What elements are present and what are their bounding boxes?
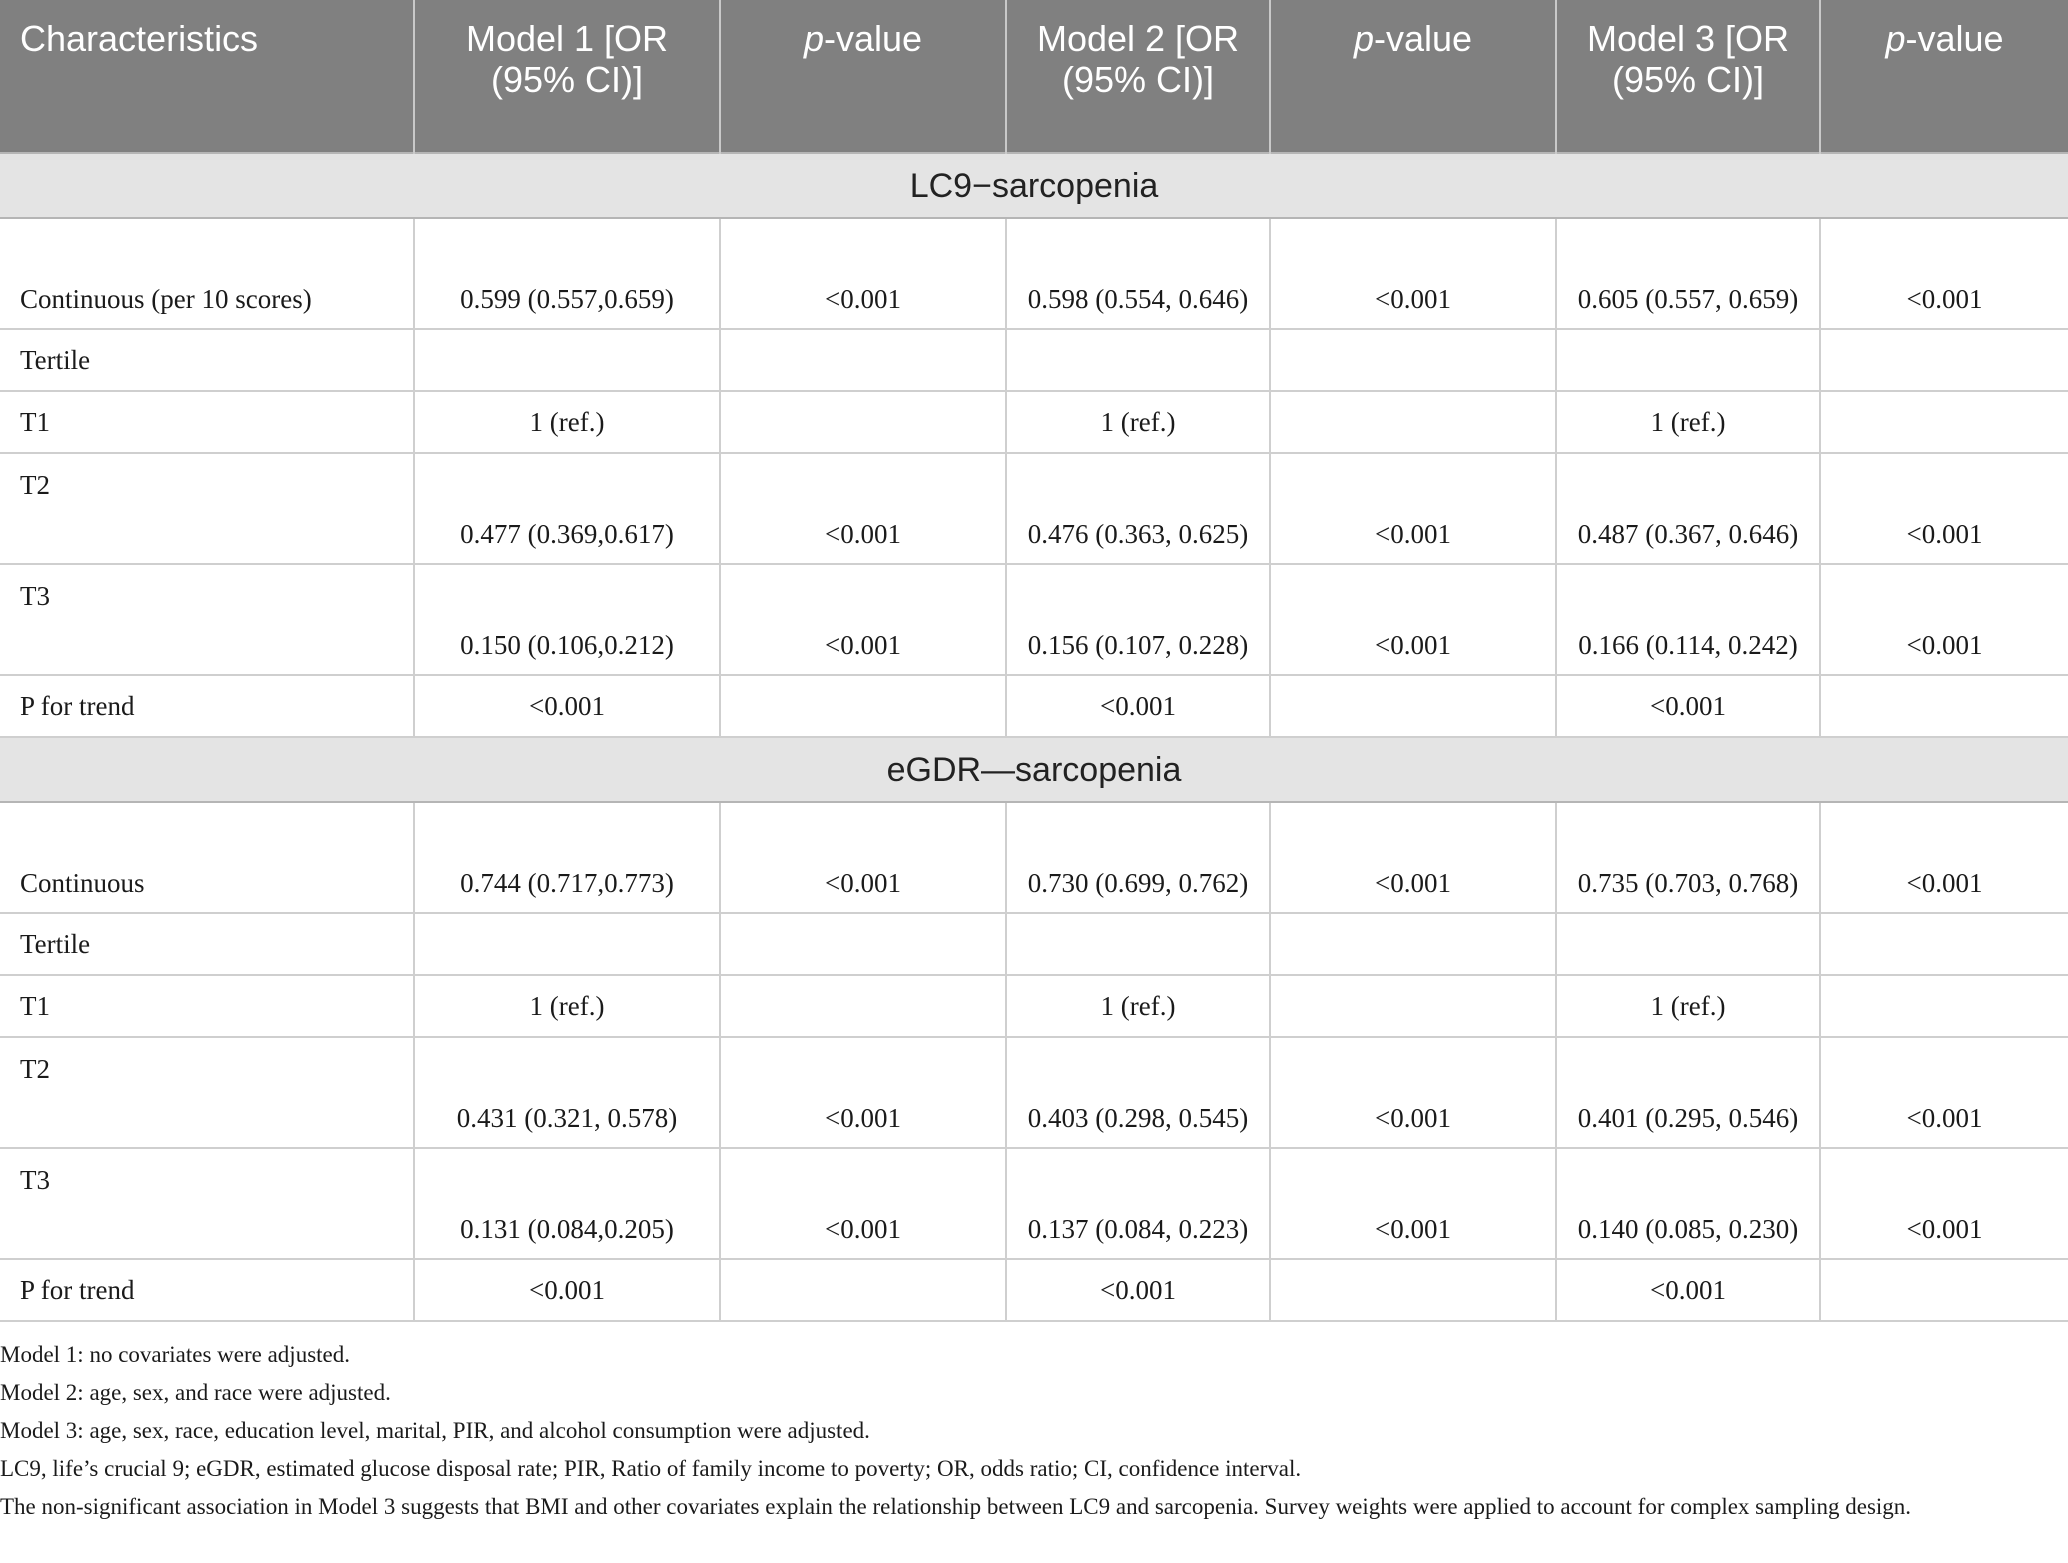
- table-row: [0, 453, 2068, 564]
- cell-m1: 0.744 (0.717,0.773): [414, 802, 720, 913]
- cell-m1: 1 (ref.): [414, 975, 720, 1037]
- cell-m3: 1 (ref.): [1556, 391, 1820, 453]
- cell-m1: 0.131 (0.084,0.205): [414, 1148, 720, 1259]
- table-body: [0, 153, 2068, 1321]
- cell-m2: 0.730 (0.699, 0.762): [1006, 802, 1270, 913]
- row-label: T2: [0, 1037, 414, 1148]
- row-label: Continuous: [0, 802, 414, 913]
- cell-p2: <0.001: [1270, 1148, 1556, 1259]
- cell-p3: <0.001: [1820, 564, 2068, 675]
- cell-p1: [720, 329, 1006, 391]
- footnote: Model 3: age, sex, race, education level, marital, PIR, and alcohol consumption were adjusted.: [0, 1418, 870, 1443]
- cell-m3: 0.401 (0.295, 0.546): [1556, 1037, 1820, 1148]
- footnote: Model 1: no covariates were adjusted.: [0, 1342, 350, 1367]
- cell-m3: 0.605 (0.557, 0.659): [1556, 218, 1820, 329]
- cell-p3: [1820, 913, 2068, 975]
- table-footnotes: [0, 1336, 2050, 1526]
- row-label: Tertile: [0, 329, 414, 391]
- cell-m3: [1556, 913, 1820, 975]
- header-row: [0, 0, 2068, 153]
- p-rest: -value: [1905, 18, 2004, 59]
- cell-p2: [1270, 1259, 1556, 1321]
- p-italic: p: [1885, 18, 1906, 59]
- table-row: [0, 913, 2068, 975]
- cell-p2: <0.001: [1270, 802, 1556, 913]
- cell-p3: [1820, 1259, 2068, 1321]
- cell-p3: <0.001: [1820, 1148, 2068, 1259]
- footnote: Model 2: age, sex, and race were adjusted.: [0, 1380, 391, 1405]
- table-row: [0, 391, 2068, 453]
- cell-m2: 0.156 (0.107, 0.228): [1006, 564, 1270, 675]
- cell-p1: <0.001: [720, 1148, 1006, 1259]
- cell-p1: [720, 975, 1006, 1037]
- cell-p1: <0.001: [720, 453, 1006, 564]
- header-p-value-3: [1820, 0, 2068, 153]
- row-label: T2: [0, 453, 414, 564]
- cell-m2: <0.001: [1006, 1259, 1270, 1321]
- cell-m2: 0.476 (0.363, 0.625): [1006, 453, 1270, 564]
- cell-m1: <0.001: [414, 675, 720, 737]
- p-rest: -value: [823, 18, 923, 59]
- cell-p3: [1820, 329, 2068, 391]
- cell-p2: <0.001: [1270, 218, 1556, 329]
- table-row: [0, 802, 2068, 913]
- cell-p3: <0.001: [1820, 802, 2068, 913]
- cell-m2: <0.001: [1006, 675, 1270, 737]
- header-characteristics: Characteristics: [0, 0, 414, 153]
- cell-p3: [1820, 391, 2068, 453]
- footnote: LC9, life’s crucial 9; eGDR, estimated glucose disposal rate; PIR, Ratio of family income to poverty; OR, odds ratio; CI, confidence interval.: [0, 1456, 1302, 1481]
- cell-p1: <0.001: [720, 218, 1006, 329]
- table-row: [0, 218, 2068, 329]
- cell-m3: 1 (ref.): [1556, 975, 1820, 1037]
- cell-m3: 0.166 (0.114, 0.242): [1556, 564, 1820, 675]
- row-label: T1: [0, 975, 414, 1037]
- row-label: Continuous (per 10 scores): [0, 218, 414, 329]
- cell-p2: <0.001: [1270, 564, 1556, 675]
- section-title: LC9−sarcopenia: [0, 153, 2068, 218]
- cell-m1: [414, 913, 720, 975]
- cell-m1: 0.431 (0.321, 0.578): [414, 1037, 720, 1148]
- cell-p2: [1270, 391, 1556, 453]
- cell-m2: 0.403 (0.298, 0.545): [1006, 1037, 1270, 1148]
- row-label: T3: [0, 564, 414, 675]
- cell-p2: [1270, 975, 1556, 1037]
- header-p-value-2: [1270, 0, 1556, 153]
- cell-m2: [1006, 913, 1270, 975]
- table-row: [0, 975, 2068, 1037]
- cell-p3: <0.001: [1820, 1037, 2068, 1148]
- cell-p3: <0.001: [1820, 218, 2068, 329]
- cell-p1: <0.001: [720, 1037, 1006, 1148]
- cell-m1: [414, 329, 720, 391]
- cell-m2: 1 (ref.): [1006, 391, 1270, 453]
- cell-m3: 0.735 (0.703, 0.768): [1556, 802, 1820, 913]
- cell-m1: 0.150 (0.106,0.212): [414, 564, 720, 675]
- header-p-value-1: [720, 0, 1006, 153]
- cell-p1: [720, 391, 1006, 453]
- cell-m2: 0.137 (0.084, 0.223): [1006, 1148, 1270, 1259]
- cell-p1: [720, 1259, 1006, 1321]
- cell-p1: <0.001: [720, 564, 1006, 675]
- cell-m2: 1 (ref.): [1006, 975, 1270, 1037]
- section-header-row: [0, 737, 2068, 802]
- cell-p2: [1270, 329, 1556, 391]
- table-row: [0, 329, 2068, 391]
- table-row: [0, 1037, 2068, 1148]
- p-italic: p: [803, 18, 824, 59]
- row-label: T1: [0, 391, 414, 453]
- cell-m3: <0.001: [1556, 1259, 1820, 1321]
- cell-m3: [1556, 329, 1820, 391]
- cell-p3: <0.001: [1820, 453, 2068, 564]
- cell-p1: <0.001: [720, 802, 1006, 913]
- section-title: eGDR—sarcopenia: [0, 737, 2068, 802]
- row-label: Tertile: [0, 913, 414, 975]
- p-rest: -value: [1373, 18, 1473, 59]
- table-row: [0, 564, 2068, 675]
- cell-p2: [1270, 675, 1556, 737]
- cell-m1: 1 (ref.): [414, 391, 720, 453]
- table-row: [0, 1259, 2068, 1321]
- cell-m3: <0.001: [1556, 675, 1820, 737]
- cell-m1: 0.477 (0.369,0.617): [414, 453, 720, 564]
- cell-m1: <0.001: [414, 1259, 720, 1321]
- cell-p1: [720, 675, 1006, 737]
- footnote: The non-significant association in Model 3 suggests that BMI and other covariates explain the relationship between LC9 and sarcopenia. Survey weights were applied to account for complex sampling design.: [0, 1494, 1912, 1519]
- cell-m2: [1006, 329, 1270, 391]
- cell-p3: [1820, 675, 2068, 737]
- section-header-row: [0, 153, 2068, 218]
- cell-m2: 0.598 (0.554, 0.646): [1006, 218, 1270, 329]
- cell-p2: <0.001: [1270, 1037, 1556, 1148]
- cell-m1: 0.599 (0.557,0.659): [414, 218, 720, 329]
- p-italic: p: [1353, 18, 1374, 59]
- table-row: [0, 1148, 2068, 1259]
- cell-m3: 0.140 (0.085, 0.230): [1556, 1148, 1820, 1259]
- cell-p2: [1270, 913, 1556, 975]
- cell-p3: [1820, 975, 2068, 1037]
- cell-p1: [720, 913, 1006, 975]
- header-model3: Model 3 [OR (95% CI)]: [1556, 0, 1820, 153]
- row-label: T3: [0, 1148, 414, 1259]
- row-label: P for trend: [0, 675, 414, 737]
- table-header: [0, 0, 2068, 153]
- cell-m3: 0.487 (0.367, 0.646): [1556, 453, 1820, 564]
- header-model2: Model 2 [OR (95% CI)]: [1006, 0, 1270, 153]
- table-row: [0, 675, 2068, 737]
- header-model1: Model 1 [OR (95% CI)]: [414, 0, 720, 153]
- cell-p2: <0.001: [1270, 453, 1556, 564]
- row-label: P for trend: [0, 1259, 414, 1321]
